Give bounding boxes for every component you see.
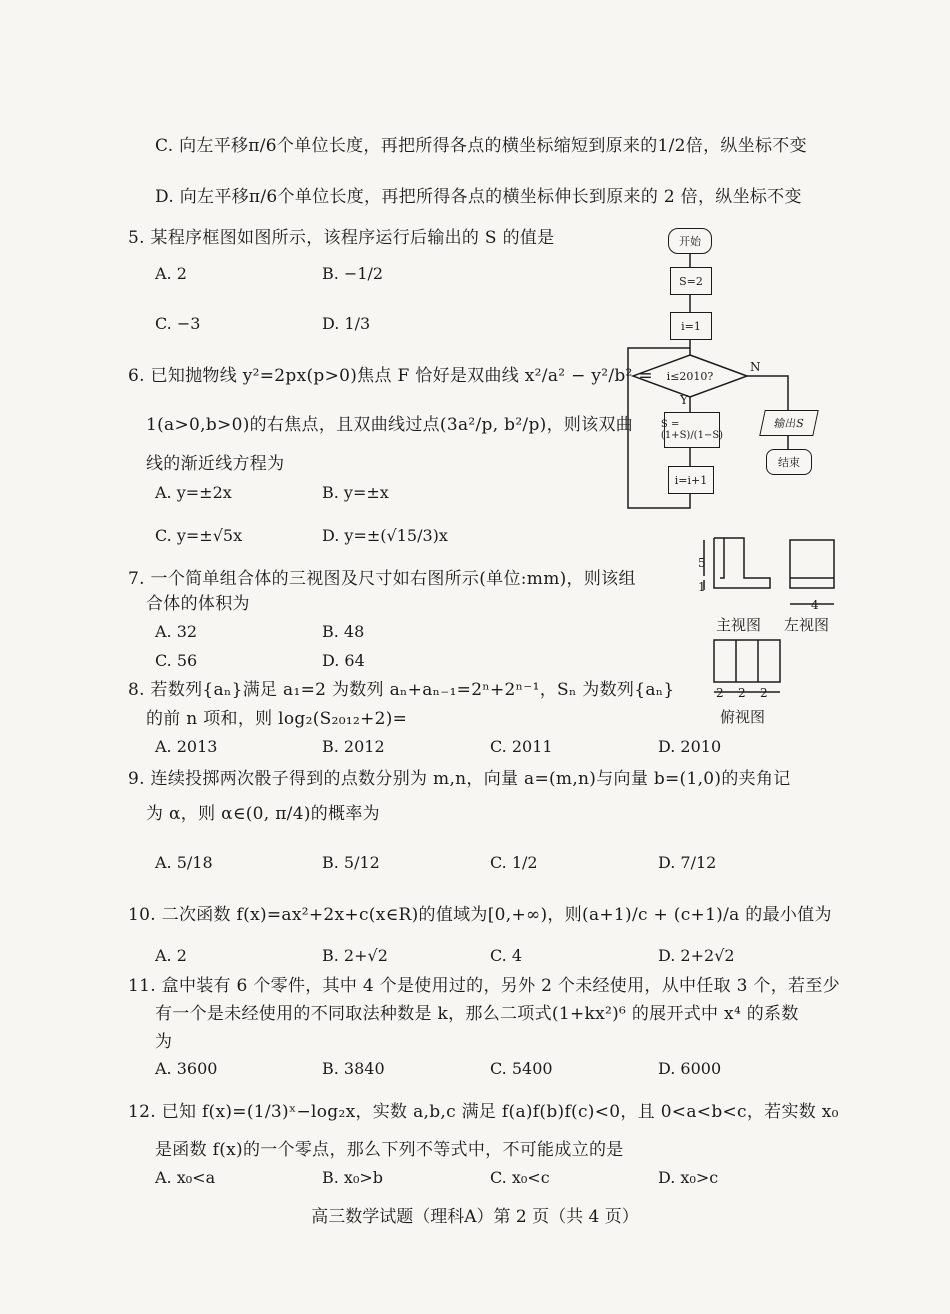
q8-line-1: 8. 若数列{aₙ}满足 a₁=2 为数列 aₙ+aₙ₋₁=2ⁿ+2ⁿ⁻¹，Sₙ 为数列{aₙ} bbox=[128, 680, 675, 700]
q9-option-b: B. 5/12 bbox=[322, 853, 380, 872]
left-view-label: 左视图 bbox=[784, 616, 830, 634]
q11-option-c: C. 5400 bbox=[490, 1059, 553, 1078]
flowchart-start: 开始 bbox=[668, 228, 712, 254]
dim-2c: 2 bbox=[760, 686, 768, 700]
q10-option-d: D. 2+2√2 bbox=[658, 946, 735, 965]
dim-5: 5 bbox=[698, 556, 706, 570]
q12-line-2: 是函数 f(x)的一个零点，那么下列不等式中，不可能成立的是 bbox=[155, 1140, 624, 1160]
q9-option-c: C. 1/2 bbox=[490, 853, 538, 872]
q5-option-c: C. −3 bbox=[155, 314, 201, 333]
q12-line-1: 12. 已知 f(x)=(1/3)ˣ−log₂x，实数 a,b,c 满足 f(a)f(b)f(c)<0，且 0<a<b<c，若实数 x₀ bbox=[128, 1102, 839, 1122]
q9-option-a: A. 5/18 bbox=[155, 853, 213, 872]
q5-option-d: D. 1/3 bbox=[322, 314, 371, 333]
q8-option-b: B. 2012 bbox=[322, 737, 385, 756]
q6-option-a: A. y=±2x bbox=[155, 483, 232, 502]
q6-option-b: B. y=±x bbox=[322, 483, 389, 502]
q5-stem: 5. 某程序框图如图所示，该程序运行后输出的 S 的值是 bbox=[128, 228, 555, 248]
dim-4: 4 bbox=[811, 598, 819, 612]
dim-2a: 2 bbox=[716, 686, 724, 700]
flowchart-output: 输出S bbox=[759, 410, 819, 436]
q11-option-d: D. 6000 bbox=[658, 1059, 722, 1078]
page-footer: 高三数学试题（理科A）第 2 页（共 4 页） bbox=[311, 1207, 639, 1227]
top-view-label: 俯视图 bbox=[720, 708, 766, 726]
q5-option-b: B. −1/2 bbox=[322, 264, 384, 283]
q7-option-c: C. 56 bbox=[155, 651, 198, 670]
flowchart-end: 结束 bbox=[766, 449, 812, 475]
q7-line-2: 合体的体积为 bbox=[146, 594, 250, 614]
q6-line-2: 1(a>0,b>0)的右焦点，且双曲线过点(3a²/p, b²/p)，则该双曲 bbox=[146, 415, 634, 435]
dim-2b: 2 bbox=[738, 686, 746, 700]
q6-line-1: 6. 已知抛物线 y²=2px(p>0)焦点 F 恰好是双曲线 x²/a² − y²/b² = bbox=[128, 366, 653, 386]
q11-line-1: 11. 盒中装有 6 个零件，其中 4 个是使用过的，另外 2 个未经使用，从中任取 3 个，若至少 bbox=[128, 976, 840, 996]
flowchart-update-s: S = (1+S)/(1−S) bbox=[664, 412, 720, 448]
q9-line-1: 9. 连续投掷两次骰子得到的点数分别为 m,n，向量 a=(m,n)与向量 b=(1,0)的夹角记 bbox=[128, 769, 791, 789]
q10-option-a: A. 2 bbox=[155, 946, 187, 965]
q8-option-c: C. 2011 bbox=[490, 737, 553, 756]
q12-option-a: A. x₀<a bbox=[155, 1168, 216, 1187]
q7-line-1: 7. 一个简单组合体的三视图及尺寸如右图所示(单位:mm)，则该组 bbox=[128, 569, 636, 589]
q7-option-b: B. 48 bbox=[322, 622, 365, 641]
q11-option-a: A. 3600 bbox=[155, 1059, 218, 1078]
q6-option-d: D. y=±(√15/3)x bbox=[322, 526, 448, 545]
q8-option-a: A. 2013 bbox=[155, 737, 218, 756]
q9-line-2: 为 α，则 α∈(0, π/4)的概率为 bbox=[146, 804, 380, 824]
q6-line-3: 线的渐近线方程为 bbox=[146, 454, 285, 474]
flowchart-init-i: i=1 bbox=[670, 312, 712, 340]
q12-option-d: D. x₀>c bbox=[658, 1168, 719, 1187]
q7-option-a: A. 32 bbox=[155, 622, 198, 641]
q5-option-a: A. 2 bbox=[155, 264, 187, 283]
q7-option-d: D. 64 bbox=[322, 651, 365, 670]
flowchart-no-label: N bbox=[750, 360, 761, 374]
q11-option-b: B. 3840 bbox=[322, 1059, 385, 1078]
flowchart-yes-label: Y bbox=[680, 393, 688, 407]
q6-option-c: C. y=±√5x bbox=[155, 526, 243, 545]
q12-option-b: B. x₀>b bbox=[322, 1168, 384, 1187]
front-view-label: 主视图 bbox=[716, 616, 762, 634]
q4-option-d: D. 向左平移π/6个单位长度，再把所得各点的横坐标伸长到原来的 2 倍，纵坐标不变 bbox=[155, 187, 802, 207]
q9-option-d: D. 7/12 bbox=[658, 853, 717, 872]
flowchart-condition: i≤2010? bbox=[666, 369, 714, 383]
q12-option-c: C. x₀<c bbox=[490, 1168, 550, 1187]
q10-line-1: 10. 二次函数 f(x)=ax²+2x+c(x∈R)的值域为[0,+∞)，则(a+1)/c + (c+1)/a 的最小值为 bbox=[128, 905, 832, 925]
flowchart-increment: i=i+1 bbox=[668, 466, 714, 494]
flowchart-init-s: S=2 bbox=[670, 267, 712, 295]
q10-option-c: C. 4 bbox=[490, 946, 523, 965]
dim-1: 1 bbox=[698, 580, 706, 594]
q4-option-c: C. 向左平移π/6个单位长度，再把所得各点的横坐标缩短到原来的1/2倍，纵坐标不变 bbox=[155, 136, 807, 156]
q8-option-d: D. 2010 bbox=[658, 737, 722, 756]
q11-line-2: 有一个是未经使用的不同取法种数是 k，那么二项式(1+kx²)⁶ 的展开式中 x⁴ 的系数 bbox=[155, 1004, 799, 1024]
q11-line-3: 为 bbox=[155, 1032, 173, 1052]
q8-line-2: 的前 n 项和，则 log₂(S₂₀₁₂+2)= bbox=[146, 709, 408, 729]
q10-option-b: B. 2+√2 bbox=[322, 946, 388, 965]
